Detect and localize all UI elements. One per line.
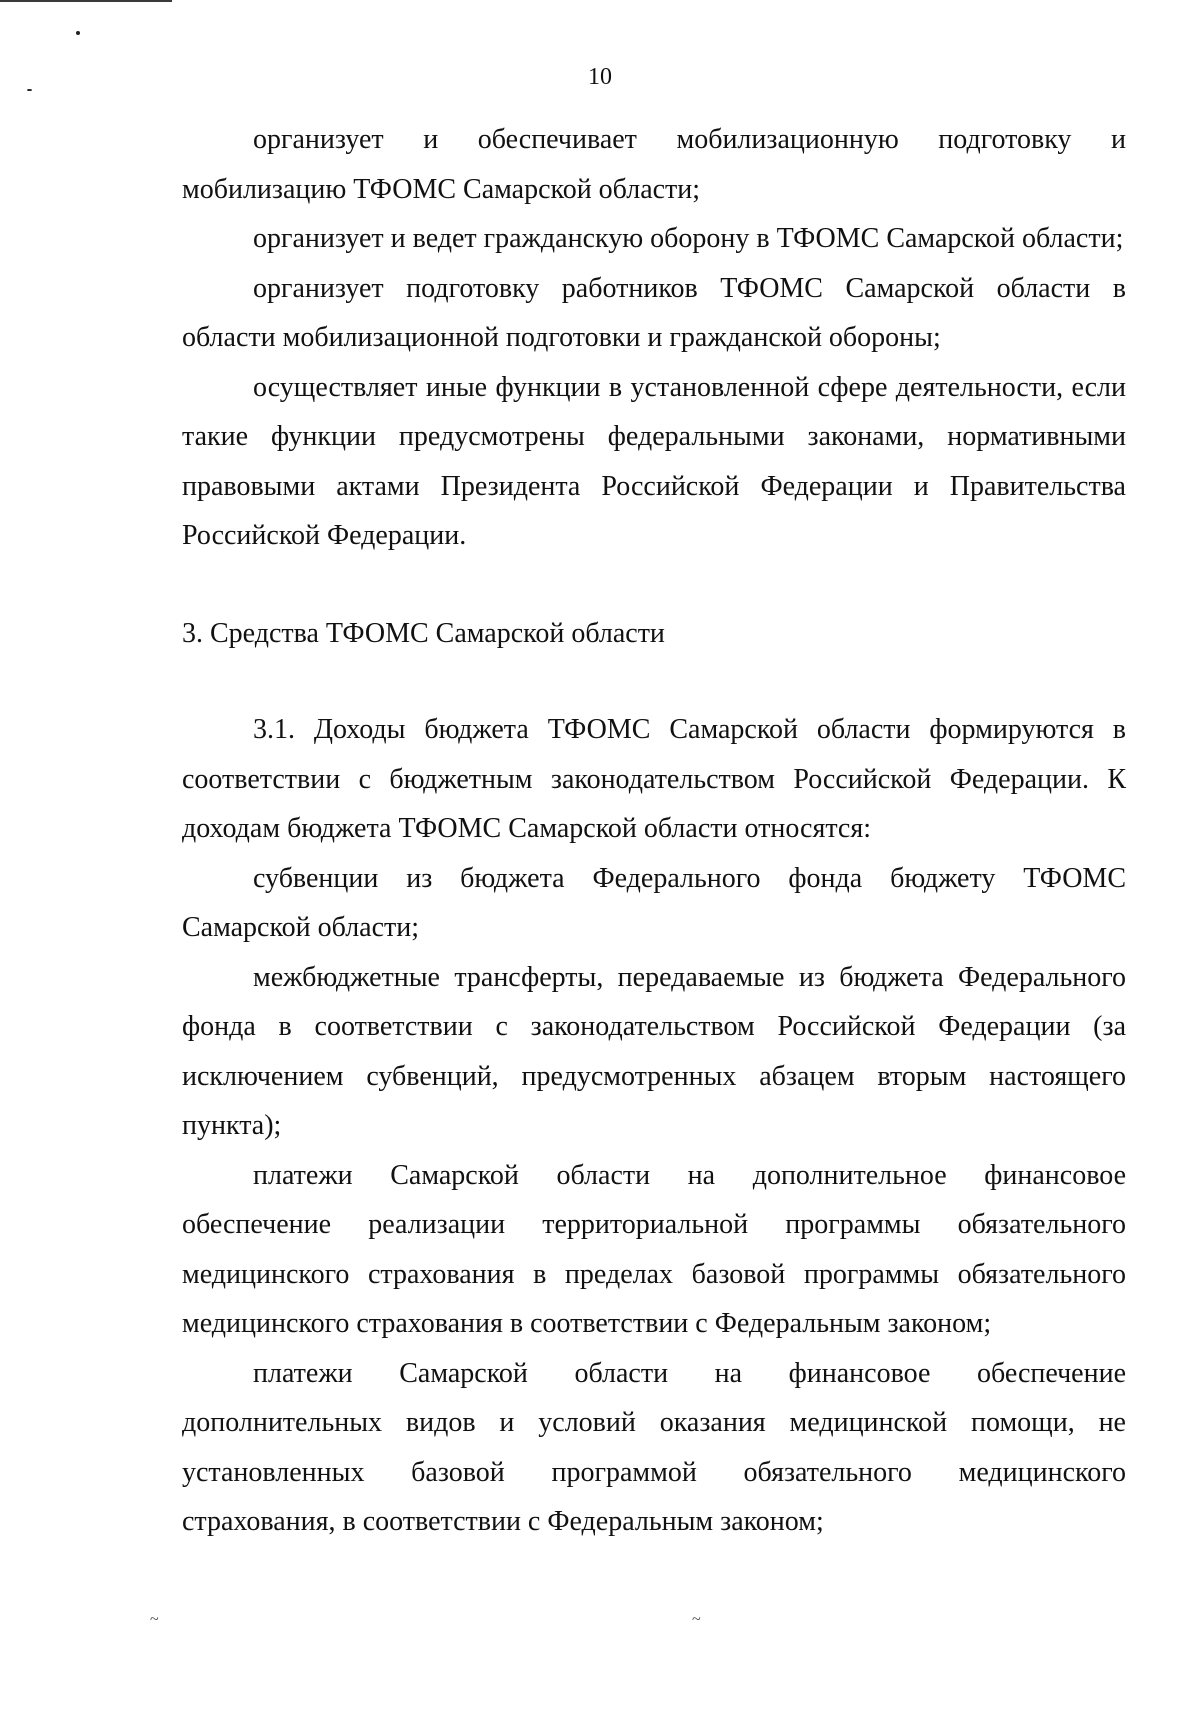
paragraph-budget-income: 3.1. Доходы бюджета ТФОМС Самарской области формируются в соответствии с бюджетным законодательством Российской Федерации. К доходам бюджета ТФОМС Самарской области относятся: [182,714,1126,844]
paragraph-transfers: межбюджетные трансферты, передаваемые из бюджета Федерального фонда в соответствии с законодательством Российской Федерации (за исключением субвенций, предусмотренных абзацем вторым настоящего пункта); [182,961,1126,1141]
paragraph-subventions: субвенции из бюджета Федерального фонда бюджету ТФОМС Самарской области; [182,862,1126,943]
section-heading: 3. Средства ТФОМС Самарской области [182,617,665,649]
paragraph-payments-financial: платежи Самарской области на финансовое обеспечение дополнительных видов и условий оказания медицинской помощи, не установленных базовой программой обязательного медицинского страхования, в соответствии с Федеральным законом; [182,1357,1126,1537]
paragraph-mobilization: организует и обеспечивает мобилизационную подготовку и мобилизацию ТФОМС Самарской области; [182,124,1126,205]
paragraph-payments-additional: платежи Самарской области на дополнительное финансовое обеспечение реализации территориальной программы обязательного медицинского страхования в пределах базовой программы обязательного медицинского страхования в соответствии с Федеральным законом; [182,1159,1126,1339]
paragraph-civil-defense: организует и ведет гражданскую оборону в ТФОМС Самарской области; [253,223,1124,254]
scan-speck [76,31,80,35]
scan-edge-line [0,0,172,2]
scan-mark-right: ~ [692,1611,701,1628]
document-body [182,115,1126,1547]
paragraph-other-functions: осуществляет иные функции в установленной сфере деятельности, если такие функции предусмотрены федеральными законами, нормативными правовыми актами Президента Российской Федерации и Правительства Российской Федерации. [182,371,1126,551]
scan-mark-left: ~ [150,1611,159,1628]
paragraph-training: организует подготовку работников ТФОМС Самарской области в области мобилизационной подготовки и гражданской обороны; [182,272,1126,353]
page-number: 10 [588,64,612,90]
